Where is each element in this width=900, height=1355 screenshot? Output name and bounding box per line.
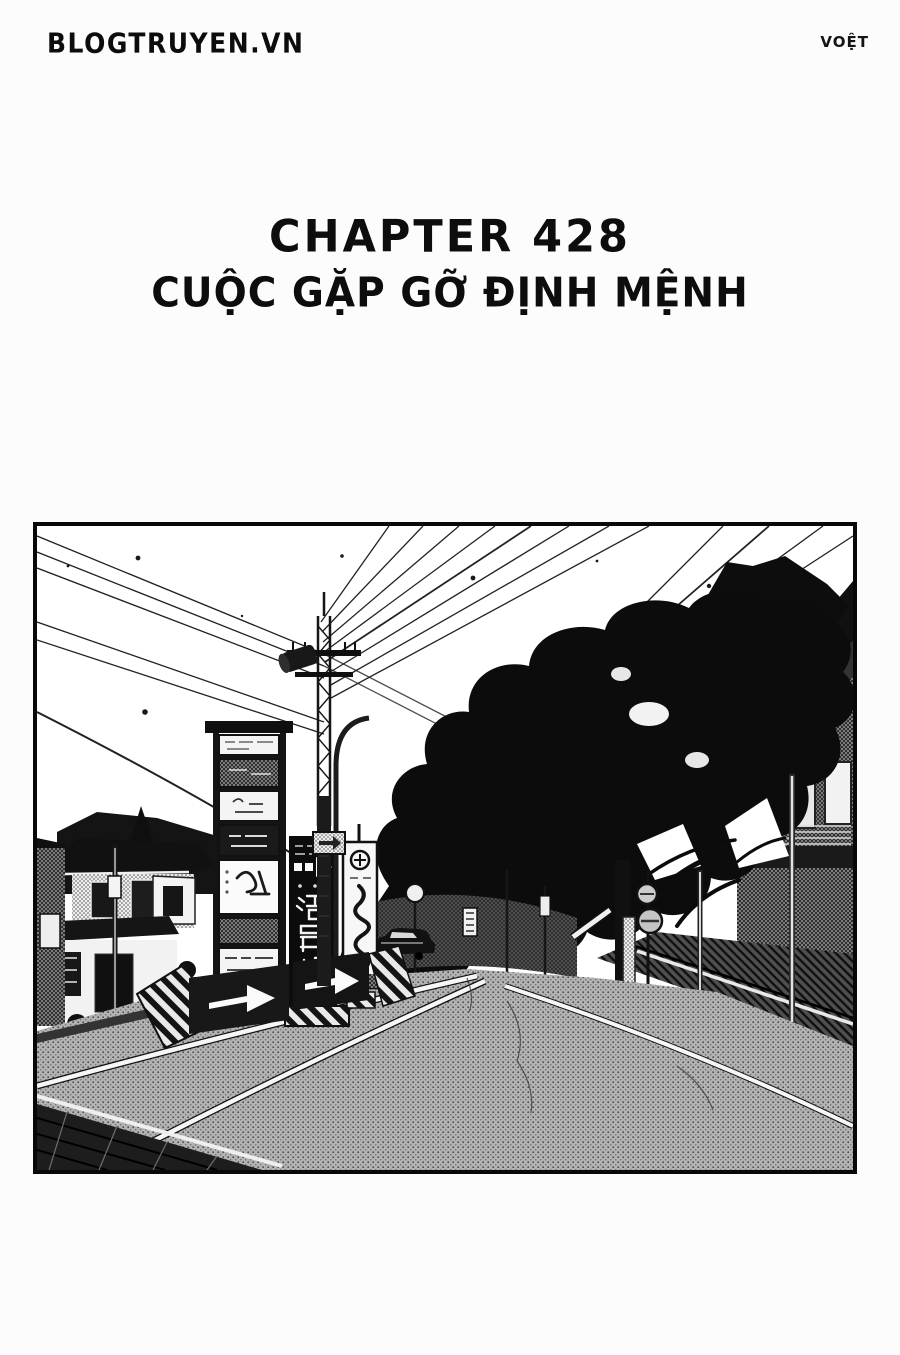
manga-panel: [33, 522, 857, 1174]
chapter-title: CUỘC GẶP GỠ ĐỊNH MỆNH: [151, 270, 749, 317]
translator-watermark: VOỆT: [820, 33, 869, 51]
chapter-number: CHAPTER 428: [269, 211, 631, 263]
site-logo: BLOGTRUYEN.VN: [47, 27, 305, 59]
signboard-tower: [205, 721, 293, 988]
chapter-heading: [0, 212, 900, 316]
